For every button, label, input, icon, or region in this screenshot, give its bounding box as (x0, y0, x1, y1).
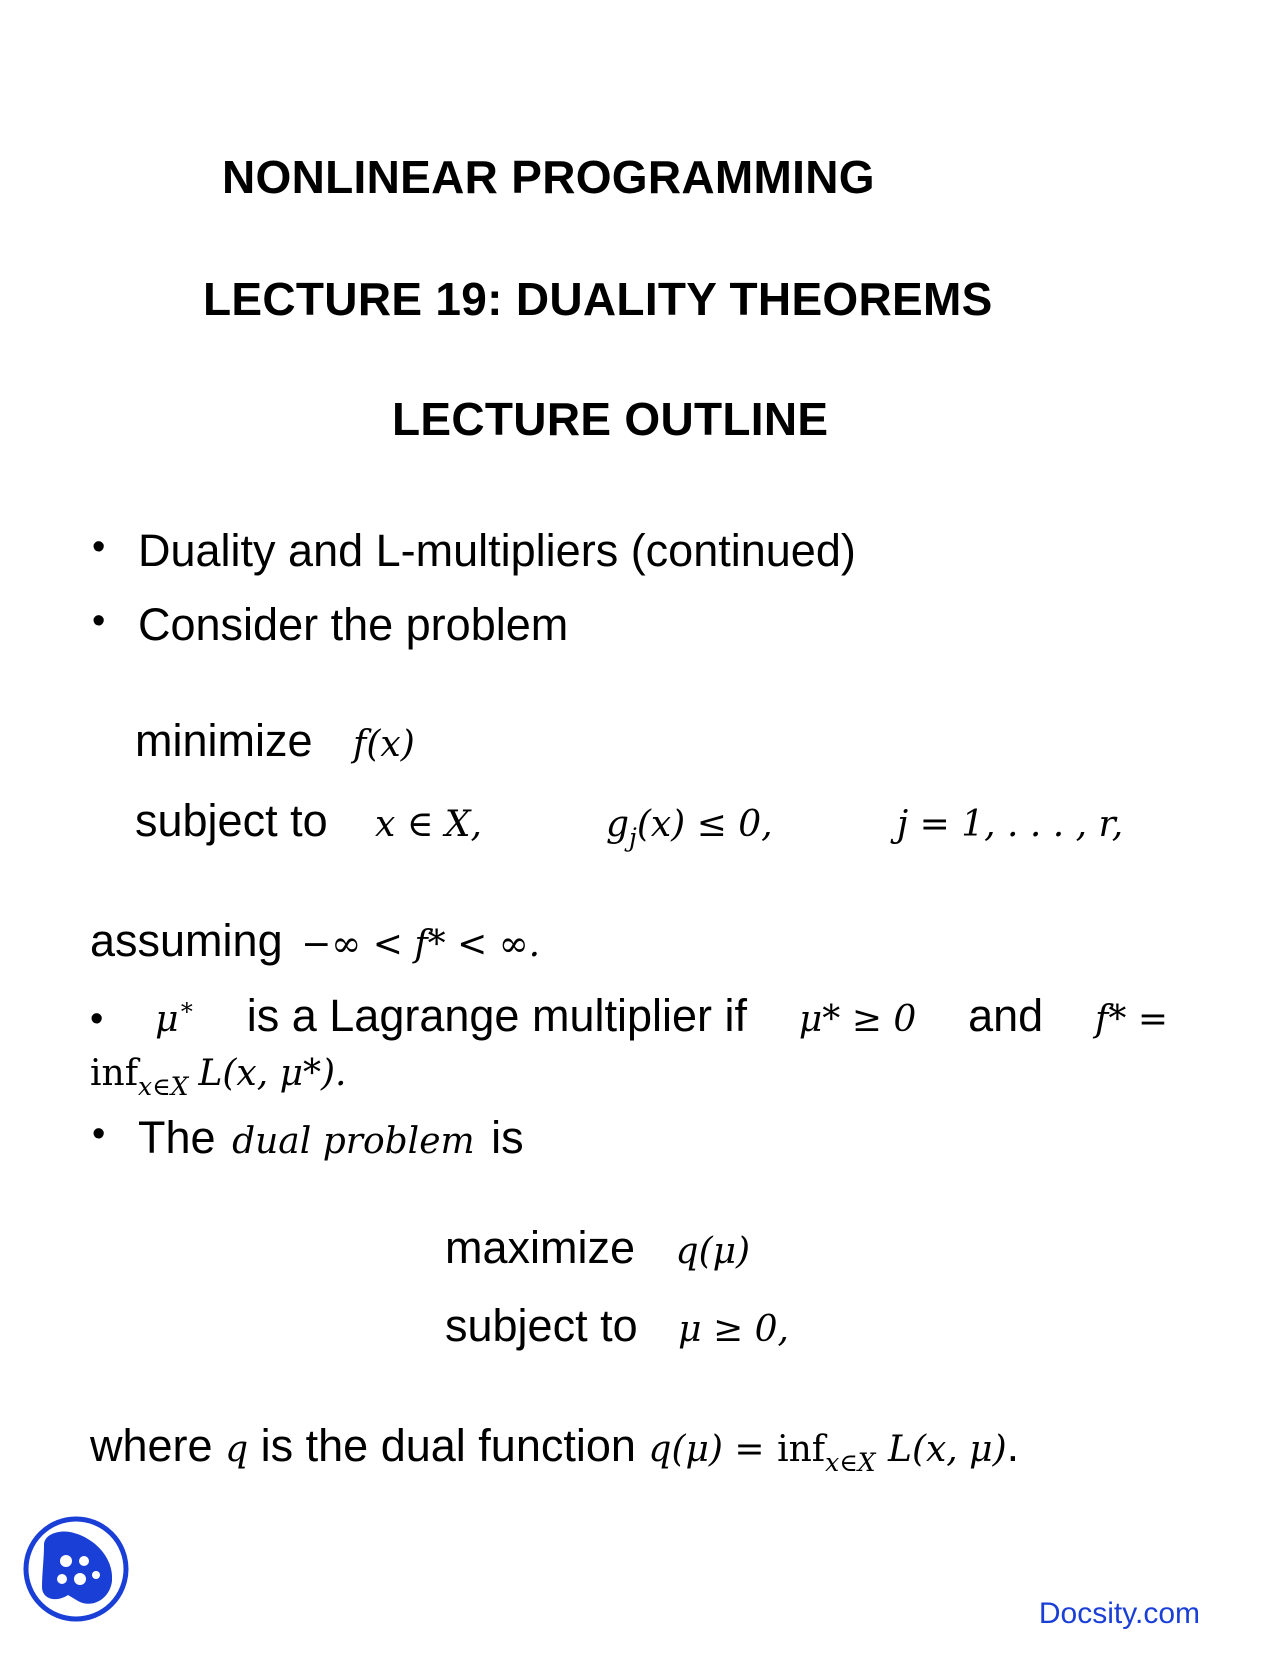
assumption-math: −∞ < f* < ∞. (301, 924, 541, 965)
primal-subject-row (135, 795, 328, 847)
assumption-line (90, 915, 540, 967)
docsity-logo-icon (22, 1515, 130, 1623)
constraint-ineq: $g_j(x) \le 0$, (606, 804, 773, 852)
dual-subject-row (445, 1300, 789, 1352)
dual-intro: The dual problem is (138, 1112, 524, 1163)
lagrange-line-2: inf$_{x\in X}$ L(x, μ*). (90, 1053, 347, 1101)
section-title: LECTURE OUTLINE (392, 393, 829, 445)
subject-to-label: subject to (135, 795, 328, 846)
bullet-consider: Consider the problem (138, 599, 569, 650)
brand-link[interactable]: Docsity.com (1038, 1597, 1200, 1630)
subject-to-label: subject to (445, 1300, 638, 1351)
bullet-duality: Duality and L-multipliers (continued) (138, 525, 856, 576)
lagrange-text: is a Lagrange multiplier if (246, 990, 748, 1041)
bullet-marker: • (92, 600, 106, 642)
dual-objective: q(μ) (675, 1231, 751, 1272)
dual-maximize-row (445, 1222, 750, 1274)
constraint-set: x ∈ X, (375, 804, 482, 845)
bullet-marker: • (92, 526, 106, 568)
lagrange-cond: μ* ≥ 0 (798, 999, 917, 1040)
minimize-label: minimize (135, 715, 313, 766)
closing-line: where q is the dual function q(μ) = inf$_{x\in X}$ L(x, μ). (90, 1420, 1020, 1477)
lagrange-line-1 (90, 990, 1168, 1042)
lagrange-and: and (968, 990, 1044, 1041)
bullet-marker: • (90, 998, 104, 1040)
primal-minimize-row (135, 715, 415, 767)
dual-problem-emphasis: dual problem (232, 1121, 475, 1162)
course-title: NONLINEAR PROGRAMMING (222, 151, 875, 203)
assumption-word: assuming (90, 915, 283, 966)
lecture-title: LECTURE 19: DUALITY THEOREMS (203, 273, 993, 325)
dual-constraint: μ ≥ 0, (678, 1309, 789, 1350)
lagrange-mu: μ∗ (155, 993, 195, 1040)
bullet-marker: • (92, 1113, 106, 1155)
lagrange-fstar: f* = (1095, 999, 1168, 1040)
constraint-index: j = 1, . . . , r, (897, 804, 1124, 845)
maximize-label: maximize (445, 1222, 636, 1273)
primal-objective: f(x) (353, 724, 415, 765)
